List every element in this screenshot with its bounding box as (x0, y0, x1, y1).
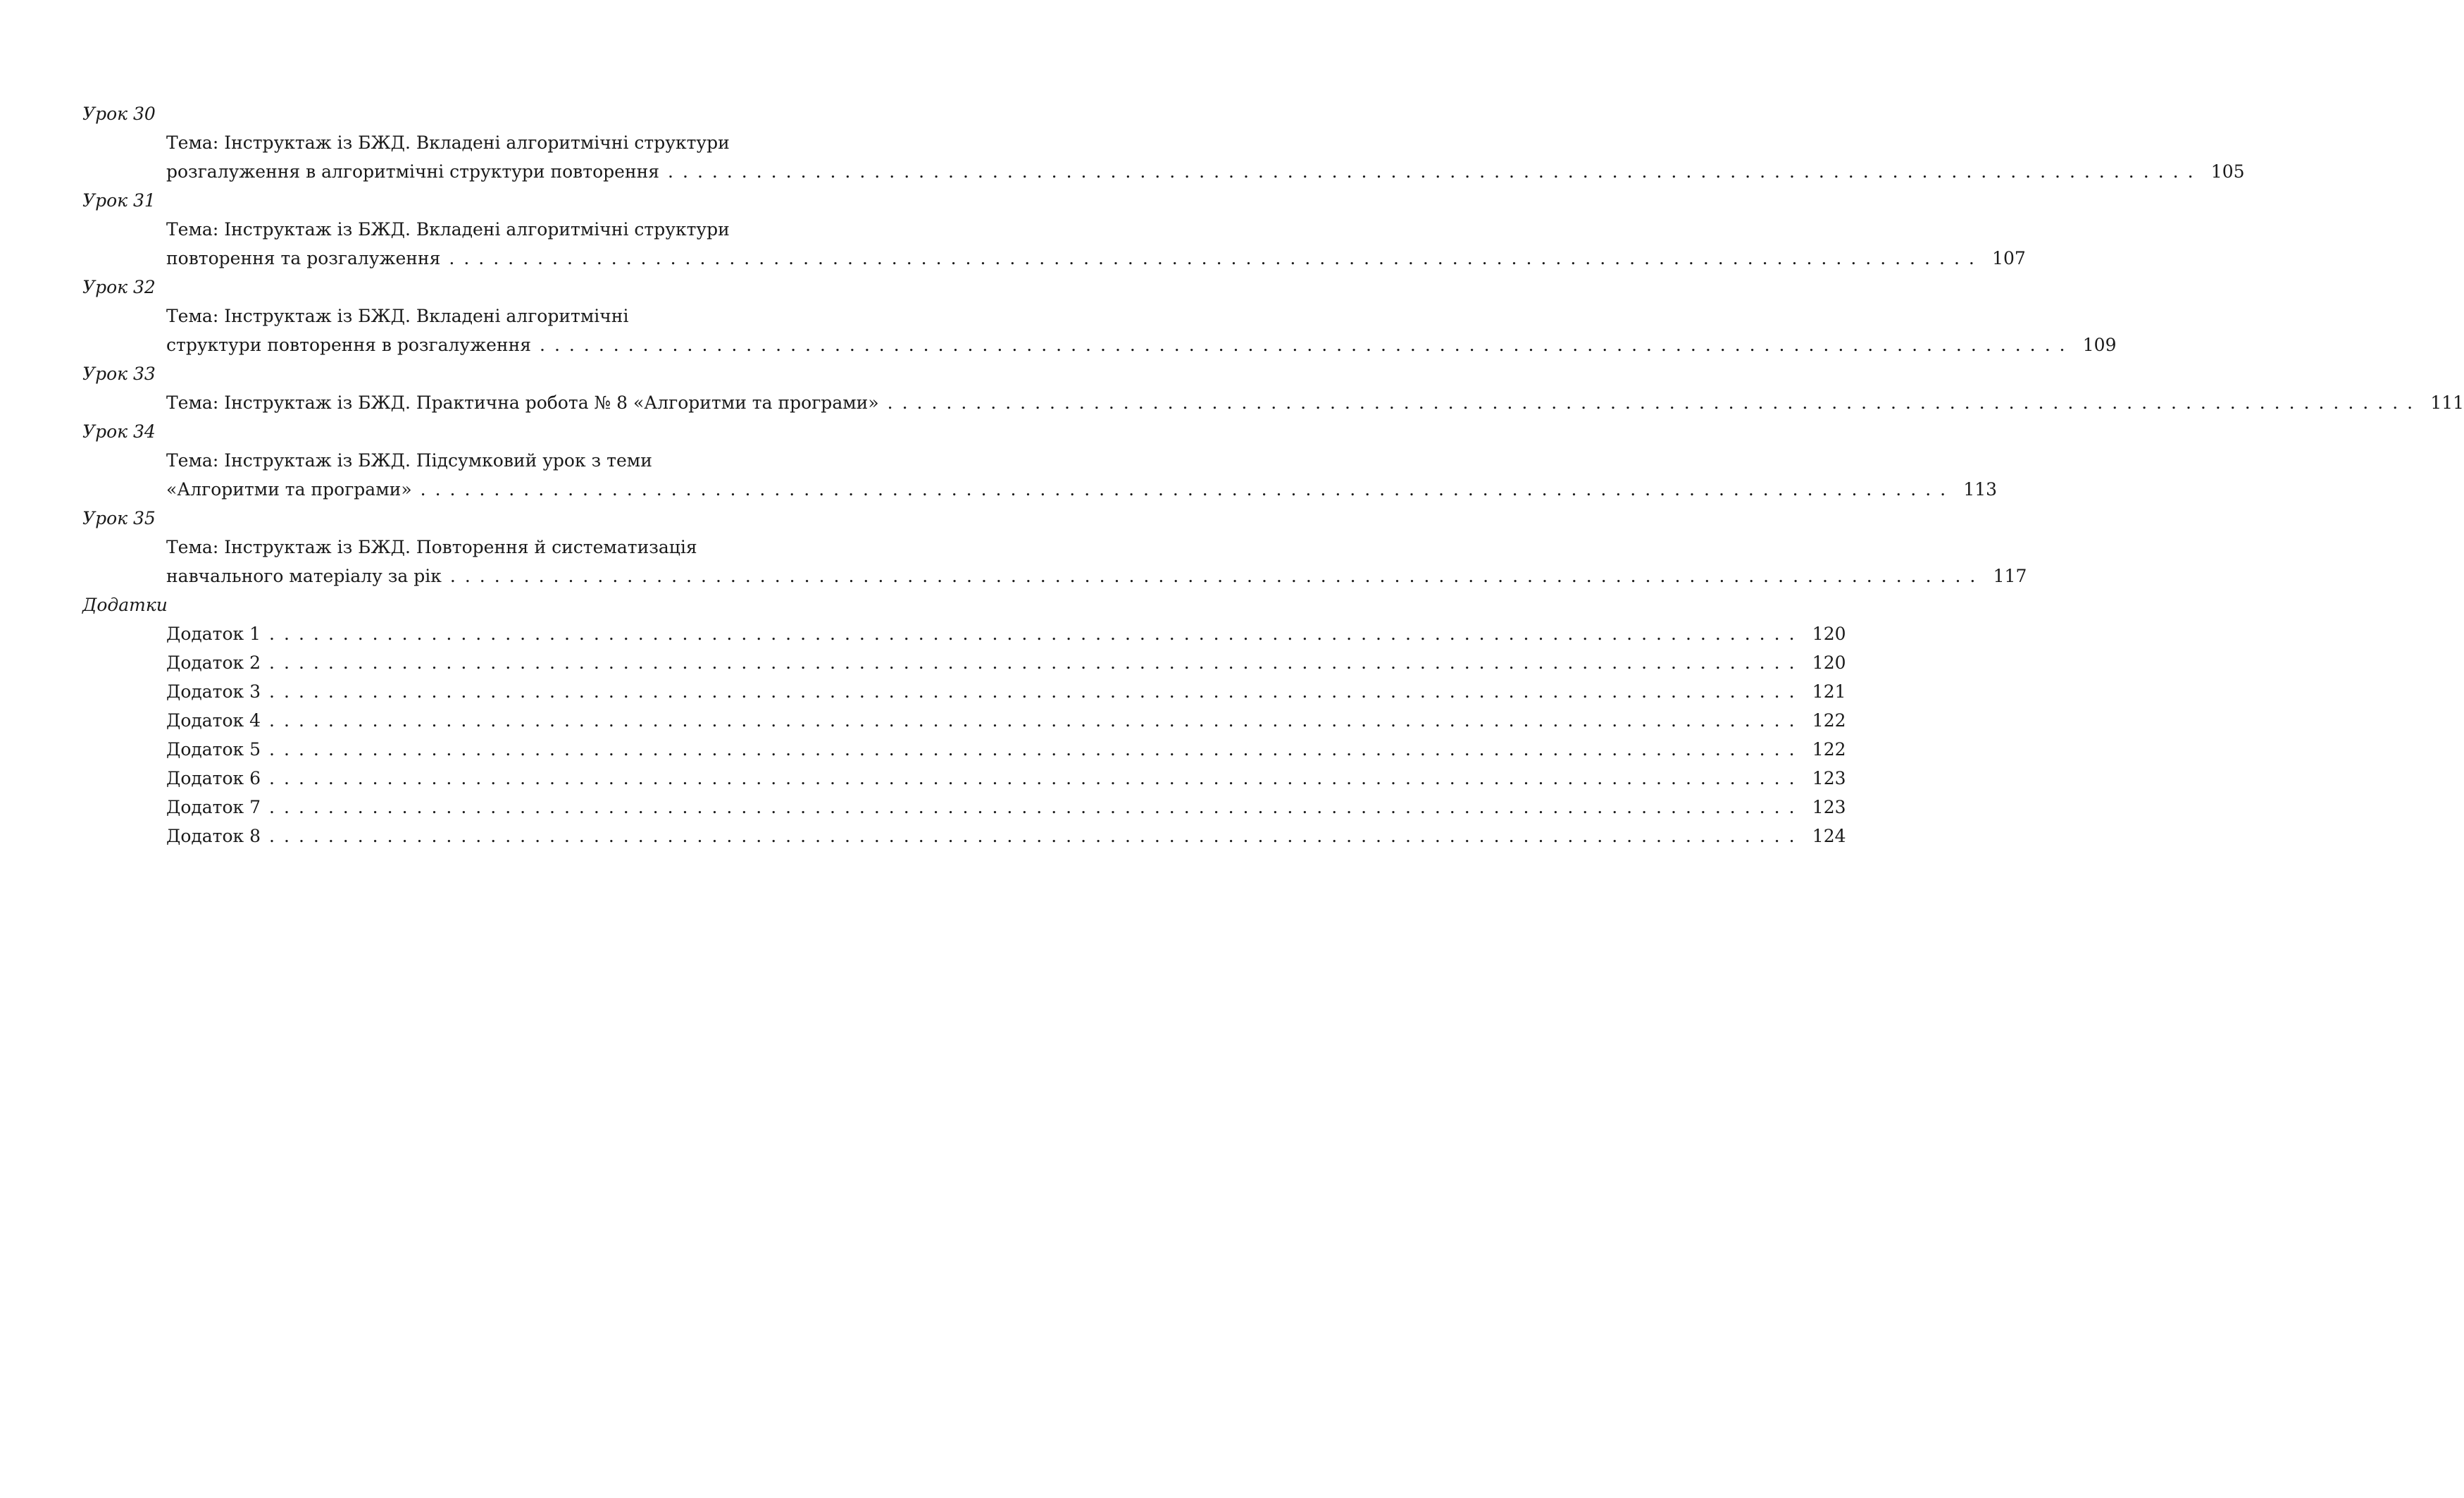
dot-leader: ........................................................................................................ (269, 681, 1804, 702)
page-number: 120 (1812, 624, 1846, 644)
appendix-label: Додаток 1 (166, 624, 261, 644)
dot-leader: ........................................................................................................ (420, 479, 1955, 500)
entry-title-tail: повторення та розгалуження (166, 248, 441, 268)
dot-leader: ........................................................................................................ (449, 566, 1985, 586)
page-number: 120 (1812, 652, 1846, 673)
lesson-entry[interactable] (82, 388, 2464, 417)
appendix-entry[interactable] (82, 822, 1846, 850)
toc-lesson-35 (82, 504, 2027, 590)
appendix-label: Додаток 8 (166, 826, 261, 846)
entry-title-line: Тема: Інструктаж із БЖД. Повторення й систематизація (166, 537, 697, 557)
appendix-label: Додаток 6 (166, 768, 261, 788)
entry-last-line (166, 475, 1998, 504)
entry-last-line (166, 562, 2027, 590)
dot-leader: ........................................................................................................ (668, 161, 2203, 182)
appendix-entry[interactable] (82, 648, 1846, 677)
page-number: 109 (2082, 335, 2117, 355)
dot-leader: ........................................................................................................ (269, 797, 1804, 817)
appendix-entry[interactable] (82, 764, 1846, 793)
page-number: 117 (1993, 566, 2027, 586)
entry-last-line (166, 793, 1846, 822)
dot-leader: ........................................................................................................ (269, 652, 1804, 673)
page-number: 105 (2210, 161, 2245, 182)
appendix-entry[interactable] (82, 706, 1846, 735)
table-of-contents (82, 99, 2464, 850)
dot-leader: ........................................................................................................ (269, 768, 1804, 788)
lesson-heading: Урок 30 (82, 104, 156, 124)
appendix-entry[interactable] (82, 619, 1846, 648)
toc-lesson-32 (82, 273, 2117, 359)
entry-title-line: Тема: Інструктаж із БЖД. Підсумковий урок з теми (166, 450, 652, 471)
entry-last-line (166, 244, 2026, 273)
dot-leader: ........................................................................................................ (540, 335, 2074, 355)
toc-lesson-31 (82, 186, 2026, 273)
lesson-heading: Урок 35 (82, 508, 156, 528)
toc-lesson-30 (82, 99, 2245, 186)
entry-last-line (166, 388, 2464, 417)
entry-title-line: Тема: Інструктаж із БЖД. Вкладені алгоритмічні структури (166, 219, 730, 240)
entry-last-line (166, 764, 1846, 793)
lesson-entry[interactable] (82, 302, 2117, 359)
appendix-label: Додаток 5 (166, 739, 261, 760)
appendix-label: Додаток 2 (166, 652, 261, 673)
page-number: 111 (2430, 392, 2464, 413)
entry-title-line: Тема: Інструктаж із БЖД. Вкладені алгоритмічні (166, 306, 629, 326)
lesson-entry[interactable] (82, 128, 2245, 186)
dot-leader: ........................................................................................................ (269, 624, 1804, 644)
dot-leader: ........................................................................................................ (269, 826, 1804, 846)
lesson-entry[interactable] (82, 215, 2026, 273)
entry-title-tail: навчального матеріалу за рік (166, 566, 442, 586)
entry-last-line (166, 822, 1846, 850)
page-number: 123 (1812, 797, 1846, 817)
page-number: 121 (1812, 681, 1846, 702)
dot-leader: ........................................................................................................ (887, 392, 2422, 413)
lesson-heading: Урок 34 (82, 421, 156, 442)
appendix-entry[interactable] (82, 677, 1846, 706)
page-number: 107 (1992, 248, 2026, 268)
page-number: 113 (1963, 479, 1998, 500)
appendix-label: Додаток 3 (166, 681, 261, 702)
toc-lesson-33 (82, 359, 2464, 417)
entry-last-line (166, 648, 1846, 677)
toc-lesson-34 (82, 417, 1998, 504)
appendix-label: Додаток 7 (166, 797, 261, 817)
dot-leader: ........................................................................................................ (449, 248, 1984, 268)
lesson-entry[interactable] (82, 446, 1998, 504)
entry-last-line (166, 157, 2245, 186)
entry-last-line (166, 677, 1846, 706)
lesson-entry[interactable] (82, 533, 2027, 590)
entry-last-line (166, 619, 1846, 648)
entry-last-line (166, 735, 1846, 764)
lesson-heading: Урок 31 (82, 190, 156, 211)
page-number: 122 (1812, 739, 1846, 760)
page-number: 123 (1812, 768, 1846, 788)
appendix-heading: Додатки (82, 595, 168, 615)
appendix-label: Додаток 4 (166, 710, 261, 731)
page-number: 122 (1812, 710, 1846, 731)
entry-last-line (166, 706, 1846, 735)
entry-title-tail: структури повторення в розгалуження (166, 335, 532, 355)
entry-title-tail: Тема: Інструктаж із БЖД. Практична робота № 8 «Алгоритми та програми» (166, 392, 879, 413)
entry-title-line: Тема: Інструктаж із БЖД. Вкладені алгоритмічні структури (166, 132, 730, 153)
appendix-entry[interactable] (82, 793, 1846, 822)
page-number: 124 (1812, 826, 1846, 846)
appendix-entry[interactable] (82, 735, 1846, 764)
entry-title-tail: «Алгоритми та програми» (166, 479, 412, 500)
dot-leader: ........................................................................................................ (269, 710, 1804, 731)
entry-last-line (166, 330, 2117, 359)
lesson-heading: Урок 32 (82, 277, 156, 297)
toc-appendices (82, 590, 1846, 850)
dot-leader: ........................................................................................................ (269, 739, 1804, 760)
lesson-heading: Урок 33 (82, 364, 156, 384)
entry-title-tail: розгалуження в алгоритмічні структури повторення (166, 161, 660, 182)
